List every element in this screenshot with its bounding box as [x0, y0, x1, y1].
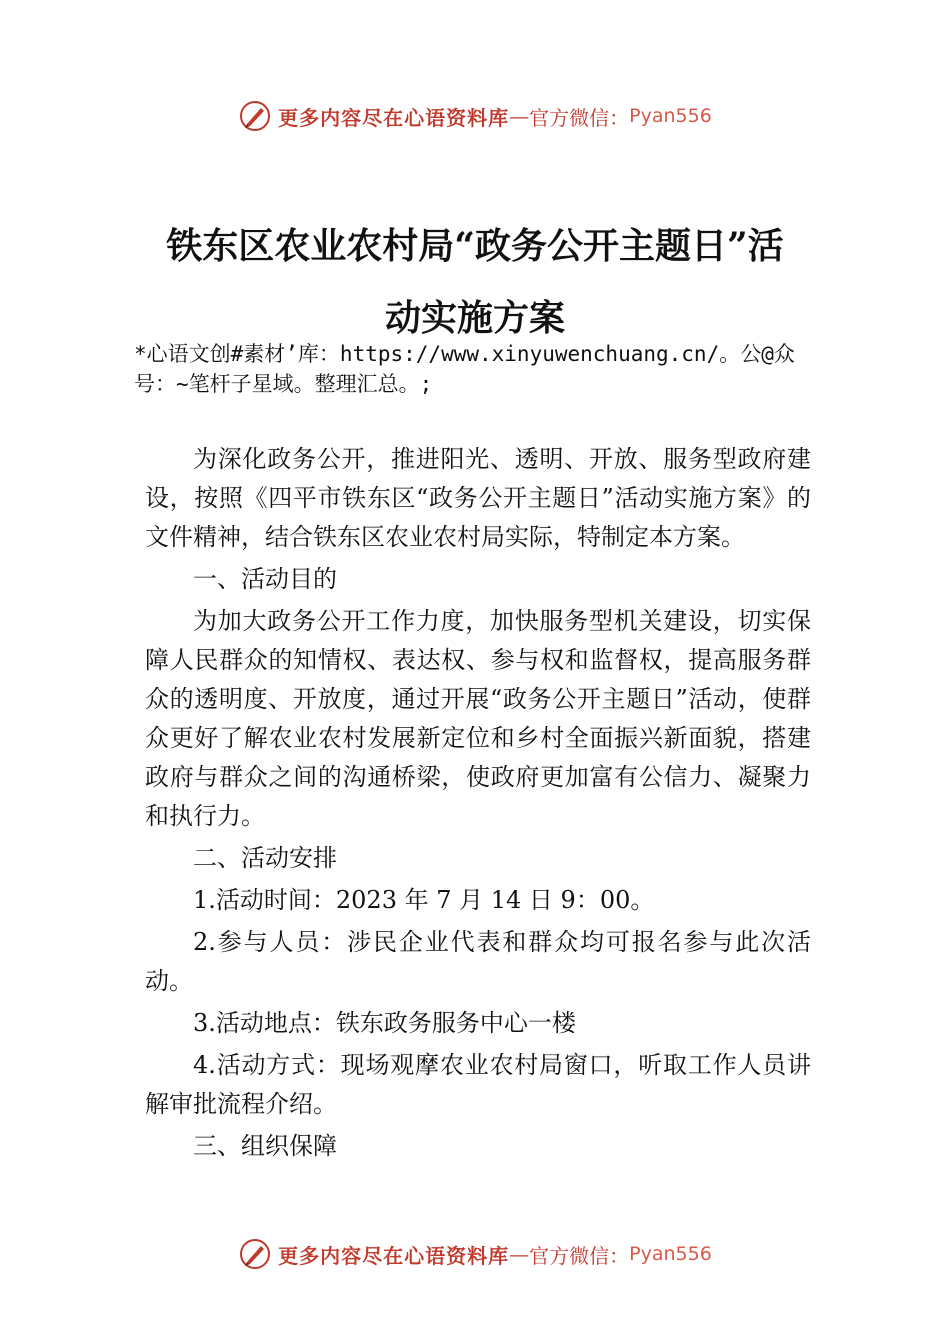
banner-wechat-id: Pyan556 [629, 105, 712, 127]
pen-logo-icon [238, 1237, 272, 1271]
pen-logo-icon [238, 99, 272, 133]
intro-paragraph: 为深化政务公开，推进阳光、透明、开放、服务型政府建设，按照《四平市铁东区“政务公开主题日”活动实施方案》的文件精神，结合铁东区农业农村局实际，特制定本方案。 [145, 445, 811, 551]
footer-watermark-banner [0, 1234, 950, 1274]
banner-main-text: 更多内容尽在心语资料库 [278, 105, 510, 130]
banner-separator: — [509, 1242, 530, 1266]
arrangement-time: 1.活动时间：2023 年 7 月 14 日 9：00。 [193, 886, 655, 914]
banner-main-text: 更多内容尽在心语资料库 [278, 1243, 510, 1268]
section-heading-guarantee: 三、组织保障 [193, 1132, 337, 1160]
section-heading-arrangement: 二、活动安排 [193, 844, 337, 872]
document-title-line-2: 动实施方案 [384, 297, 565, 339]
header-watermark-banner [0, 96, 950, 136]
source-note: *心语文创#素材’库：https://www.xinyuwenchuang.cn/。公@众号：~笔杆子星域。整理汇总。; [134, 342, 795, 396]
banner-wechat-id: Pyan556 [629, 1243, 712, 1265]
banner-separator: — [509, 104, 530, 128]
section-heading-purpose: 一、活动目的 [193, 565, 337, 593]
purpose-paragraph: 为加大政务公开工作力度，加快服务型机关建设，切实保障人民群众的知情权、表达权、参与权和监督权，提高服务群众的透明度、开放度，通过开展“政务公开主题日”活动，使群众更好了解农业农村发展新定位和乡村全面振兴新面貌，搭建政府与群众之间的沟通桥梁，使政府更加富有公信力、凝聚力和执行力。 [145, 607, 811, 830]
banner-wechat-label: 官方微信： [529, 1243, 630, 1268]
banner-wechat-label: 官方微信： [529, 105, 630, 130]
document-title-line-1: 铁东区农业农村局“政务公开主题日”活 [166, 225, 784, 267]
arrangement-participants: 2.参与人员：涉民企业代表和群众均可报名参与此次活动。 [145, 928, 811, 995]
document-body [145, 440, 811, 1169]
arrangement-location: 3.活动地点：铁东政务服务中心一楼 [193, 1009, 576, 1037]
arrangement-method: 4.活动方式：现场观摩农业农村局窗口，听取工作人员讲解审批流程介绍。 [145, 1051, 811, 1118]
